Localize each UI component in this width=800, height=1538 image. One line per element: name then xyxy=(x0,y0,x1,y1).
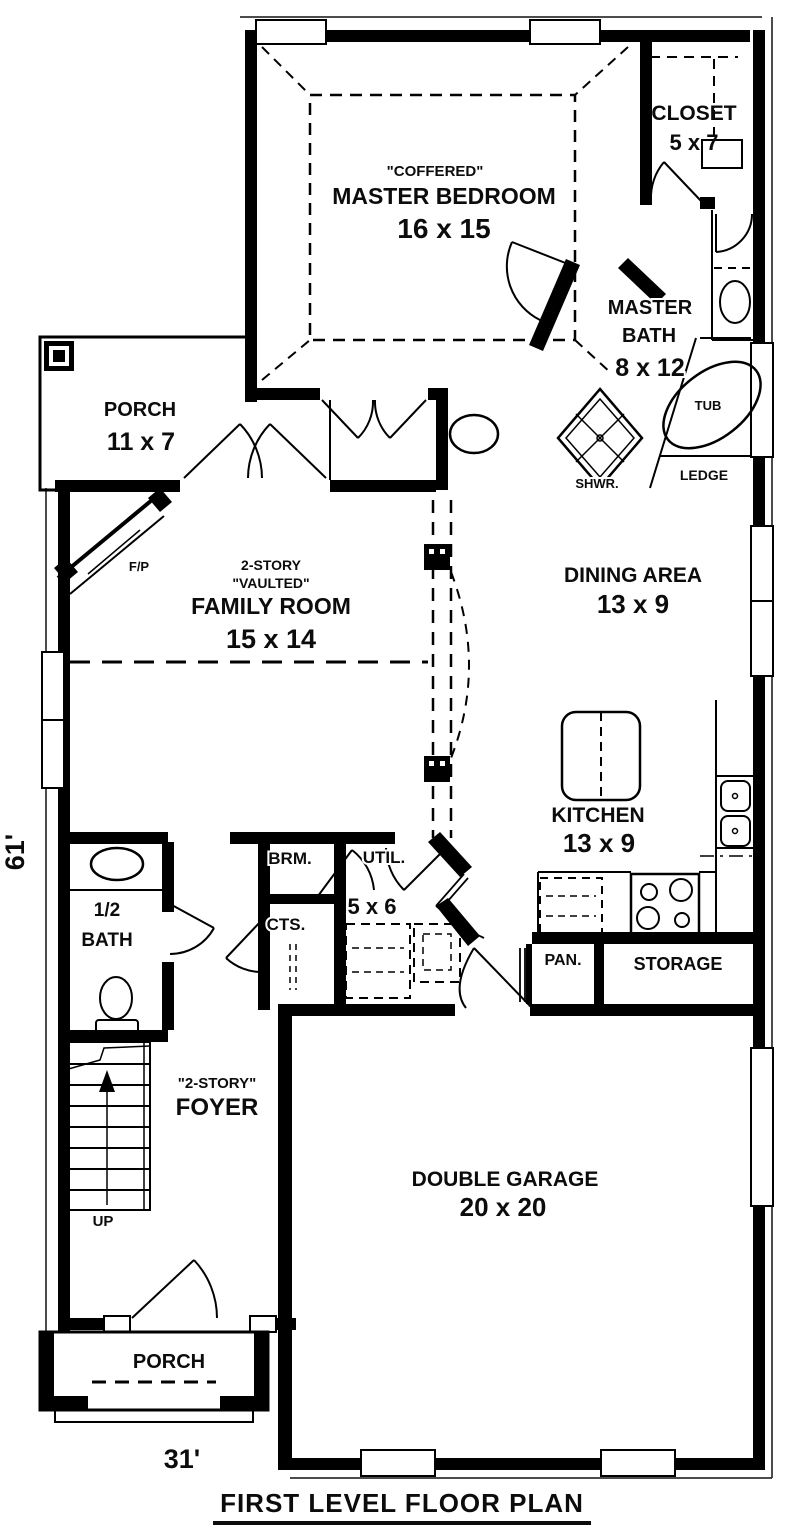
archway-arc xyxy=(451,572,469,758)
front-door-sidelight-right xyxy=(250,1316,276,1332)
lower-porch-label: PORCH xyxy=(132,1351,206,1373)
fireplace xyxy=(54,488,172,594)
master-bedroom-dims: 16 x 15 xyxy=(397,213,491,244)
wc-partition xyxy=(712,210,753,340)
family-room-note-2: "VAULTED" xyxy=(232,575,310,591)
dining-dims: 13 x 9 xyxy=(596,589,670,619)
window-master-2 xyxy=(530,20,600,44)
fireplace-label: F/P xyxy=(128,559,150,574)
pantry-door xyxy=(520,948,525,1002)
refrigerator xyxy=(562,712,640,800)
cts-label: CTS. xyxy=(266,915,306,934)
half-bath-sink xyxy=(91,848,143,880)
master-bath-dims: 8 x 12 xyxy=(615,354,685,382)
window-master-1 xyxy=(256,20,326,44)
vanity-sink-master xyxy=(450,415,498,453)
ledge-label: LEDGE xyxy=(679,467,729,483)
shower-label: SHWR. xyxy=(575,476,619,491)
front-door xyxy=(132,1260,217,1318)
master-bath-label-1: MASTER xyxy=(607,297,693,319)
plan-title-group xyxy=(213,1488,591,1525)
garage-label: DOUBLE GARAGE xyxy=(411,1168,599,1191)
height-dimension: 61' xyxy=(0,833,30,871)
window-garage-bottom-2 xyxy=(601,1450,675,1476)
dishwasher xyxy=(540,878,602,934)
master-bedroom-label: MASTER BEDROOM xyxy=(332,183,556,209)
kitchen-dims: 13 x 9 xyxy=(562,828,636,858)
toilet-master xyxy=(720,281,750,323)
family-room-dims: 15 x 14 xyxy=(225,624,317,654)
dining-label: DINING AREA xyxy=(563,564,703,587)
half-bath-label-2: BATH xyxy=(81,930,133,951)
garage-entry-door xyxy=(460,948,532,1008)
tub-label: TUB xyxy=(694,398,722,413)
half-bath-label-1: 1/2 xyxy=(93,900,121,921)
closet-shelving xyxy=(650,57,738,138)
pantry-label: PAN. xyxy=(544,952,582,969)
upper-porch-label: PORCH xyxy=(103,399,177,421)
cts-door-dashes xyxy=(290,944,296,990)
coffered-note: "COFFERED" xyxy=(386,163,484,180)
brm-label: BRM. xyxy=(268,849,312,868)
master-bath-fixtures xyxy=(450,210,776,488)
utility-fixtures xyxy=(346,924,460,998)
master-bath-label-2: BATH xyxy=(621,325,677,347)
stairs-up-label: UP xyxy=(92,1213,114,1230)
family-room-label: FAMILY ROOM xyxy=(191,593,351,619)
util-label: UTIL. xyxy=(362,848,406,867)
dryer xyxy=(414,924,460,982)
garage-dims: 20 x 20 xyxy=(459,1192,547,1222)
window-garage-bottom-1 xyxy=(361,1450,435,1476)
closet-dims: 5 x 7 xyxy=(669,130,719,155)
window-bath-right xyxy=(751,343,773,457)
foyer-note: "2-STORY" xyxy=(177,1075,257,1092)
window-garage-right xyxy=(751,1048,773,1206)
plan-title: FIRST LEVEL FLOOR PLAN xyxy=(220,1488,584,1518)
half-bath-door xyxy=(170,904,214,954)
front-door-sidelight-left xyxy=(104,1316,130,1332)
upper-porch-outline xyxy=(40,337,330,490)
staircase xyxy=(65,1042,150,1210)
half-bath-toilet xyxy=(100,977,132,1019)
cts-door xyxy=(226,920,262,972)
family-room-note-1: 2-STORY xyxy=(241,557,301,573)
porch-post xyxy=(44,341,74,371)
porch-french-door xyxy=(184,424,262,478)
closet-label: CLOSET xyxy=(651,102,737,125)
wc-door xyxy=(716,214,752,252)
upper-porch-dims: 11 x 7 xyxy=(106,428,176,456)
closet-door xyxy=(651,162,702,202)
plan-title-underline xyxy=(213,1521,591,1525)
walls xyxy=(55,30,765,1470)
util-dims: 5 x 6 xyxy=(347,894,397,919)
washer xyxy=(346,924,410,998)
foyer-label: FOYER xyxy=(175,1094,259,1121)
width-dimension: 31' xyxy=(163,1444,201,1474)
kitchen-label: KITCHEN xyxy=(551,804,645,827)
storage-label: STORAGE xyxy=(633,954,723,974)
room-labels xyxy=(81,102,736,1373)
